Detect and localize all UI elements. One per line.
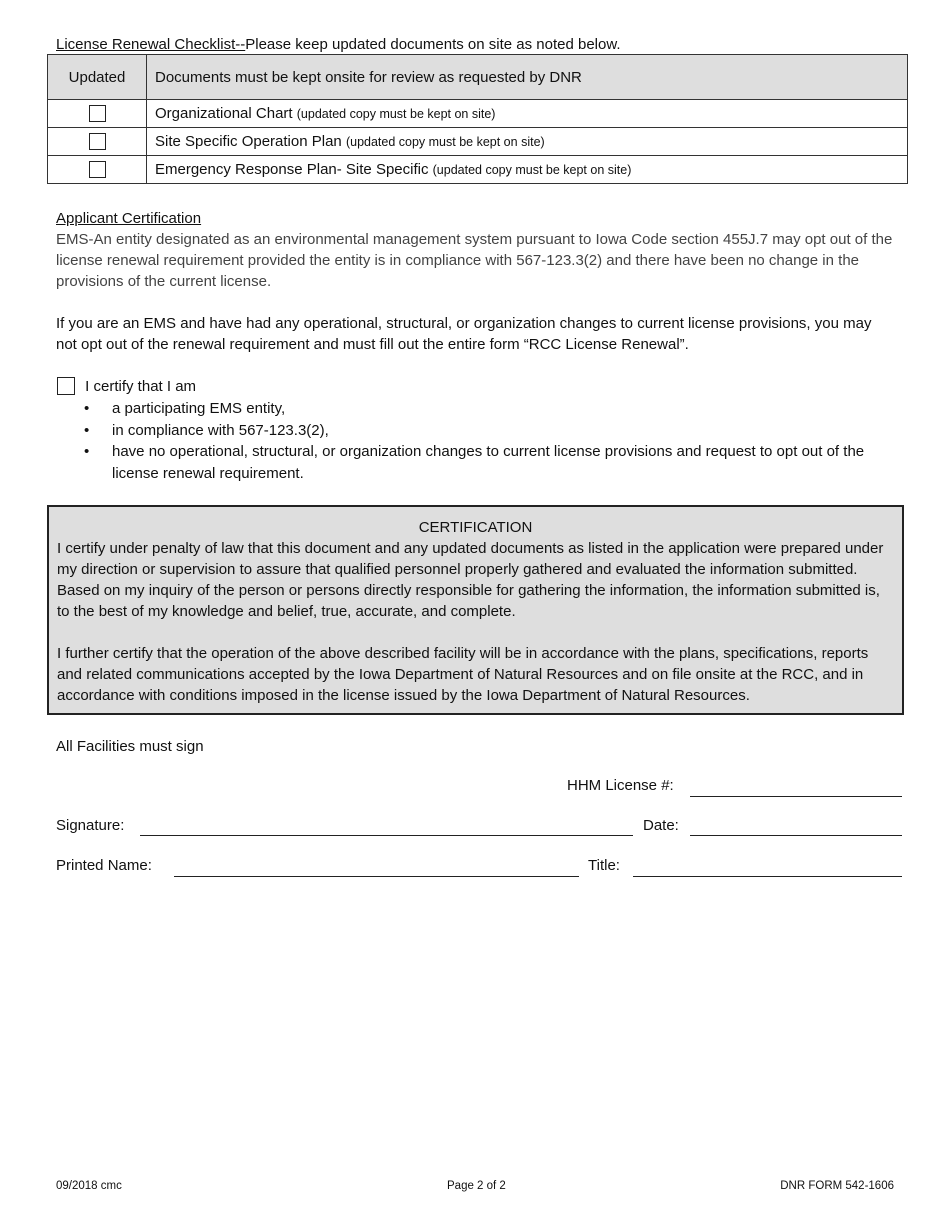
checklist-cell: [48, 100, 147, 128]
bullet-glyph: •: [84, 421, 90, 439]
date-field[interactable]: [690, 835, 902, 836]
certify-label: I certify that I am: [85, 377, 197, 395]
certify-bullet-list: [56, 398, 896, 484]
bullet-text: have no operational, structural, or organization changes to current license provisions and request to opt out of the license renewal requirement.: [112, 443, 865, 482]
certify-checkbox[interactable]: [57, 377, 75, 395]
checklist-heading-title: License Renewal Checklist--: [56, 36, 246, 53]
hhm-license-field[interactable]: [690, 796, 902, 797]
checklist-cell: [48, 156, 147, 184]
col-updated-header: Updated: [48, 55, 147, 100]
doc-name: Site Specific Operation Plan: [155, 133, 342, 150]
changes-paragraph: If you are an EMS and have had any operational, structural, or organization changes to current license provisions, you may not opt out of the renewal requirement and must fill out the entire form “RCC License Renewal”.: [56, 315, 872, 353]
printed-name-label: Printed Name:: [56, 857, 152, 874]
signature-field[interactable]: [140, 835, 633, 836]
certification-paragraph-1: I certify under penalty of law that this document and any updated documents as listed in the application were prepared under my direction or supervision to assure that qualified personnel properly gathered and evaluated the information submitted. Based on my inquiry of the person or persons directly responsible for gathering the information, the information submitted is, to the best of my knowledge and belief, true, accurate, and complete.: [57, 540, 884, 620]
date-label: Date:: [643, 817, 679, 834]
emergency-plan-checkbox[interactable]: [89, 161, 106, 178]
checklist-row-org-chart: [48, 100, 908, 128]
checklist-cell: [147, 128, 908, 156]
checklist-table: [47, 54, 908, 184]
hhm-license-label: HHM License #:: [567, 777, 674, 794]
checklist-cell: [147, 100, 908, 128]
org-chart-checkbox[interactable]: [89, 105, 106, 122]
certification-title: CERTIFICATION: [418, 519, 533, 536]
footer-date-code: 09/2018 cmc: [56, 1180, 122, 1192]
title-label: Title:: [588, 857, 620, 874]
col-documents-header: Documents must be kept onsite for review as requested by DNR: [147, 55, 908, 100]
footer-form-number: DNR FORM 542-1606: [780, 1180, 894, 1192]
bullet-text: a participating EMS entity,: [112, 400, 286, 417]
checklist-heading-note: Please keep updated documents on site as noted below.: [245, 36, 621, 53]
certification-paragraph-2: I further certify that the operation of the above described facility will be in accordance with the plans, specifications, reports and related communications accepted by the Iowa Department of Natural Resources and on file onsite at the RCC, and in accordance with conditions imposed in the license issued by the Iowa Department of Natural Resources.: [57, 645, 869, 704]
checklist-cell: [147, 156, 908, 184]
checklist-cell: [48, 128, 147, 156]
bullet-text: in compliance with 567-123.3(2),: [112, 421, 329, 439]
certification-box: [47, 505, 904, 715]
title-field[interactable]: [633, 876, 902, 877]
list-item: [56, 420, 896, 442]
bullet-glyph: •: [84, 443, 90, 460]
operation-plan-checkbox[interactable]: [89, 133, 106, 150]
footer-page-number: Page 2 of 2: [447, 1180, 506, 1192]
ems-paragraph: EMS-An entity designated as an environmental management system pursuant to Iowa Code section 455J.7 may opt out of the license renewal requirement provided the entity is in compliance with 567-123.3(2) and there have been no change in the provisions of the current license.: [56, 231, 893, 290]
doc-note: (updated copy must be kept on site): [432, 163, 632, 177]
signature-label: Signature:: [56, 817, 125, 834]
list-item: [56, 398, 896, 420]
doc-note: (updated copy must be kept on site): [296, 107, 496, 121]
list-item: [56, 441, 896, 484]
certify-row: [57, 377, 196, 395]
checklist-heading: [56, 35, 621, 55]
all-facilities-sign-note: All Facilities must sign: [56, 738, 204, 755]
doc-name: Emergency Response Plan- Site Specific: [155, 161, 429, 178]
applicant-certification-heading: Applicant Certification: [56, 210, 202, 227]
doc-note: (updated copy must be kept on site): [345, 135, 545, 149]
doc-name: Organizational Chart: [155, 105, 293, 122]
checklist-header-row: [48, 55, 908, 100]
checklist-row-emergency-plan: [48, 156, 908, 184]
bullet-glyph: •: [84, 400, 90, 417]
printed-name-field[interactable]: [174, 876, 579, 877]
checklist-row-operation-plan: [48, 128, 908, 156]
